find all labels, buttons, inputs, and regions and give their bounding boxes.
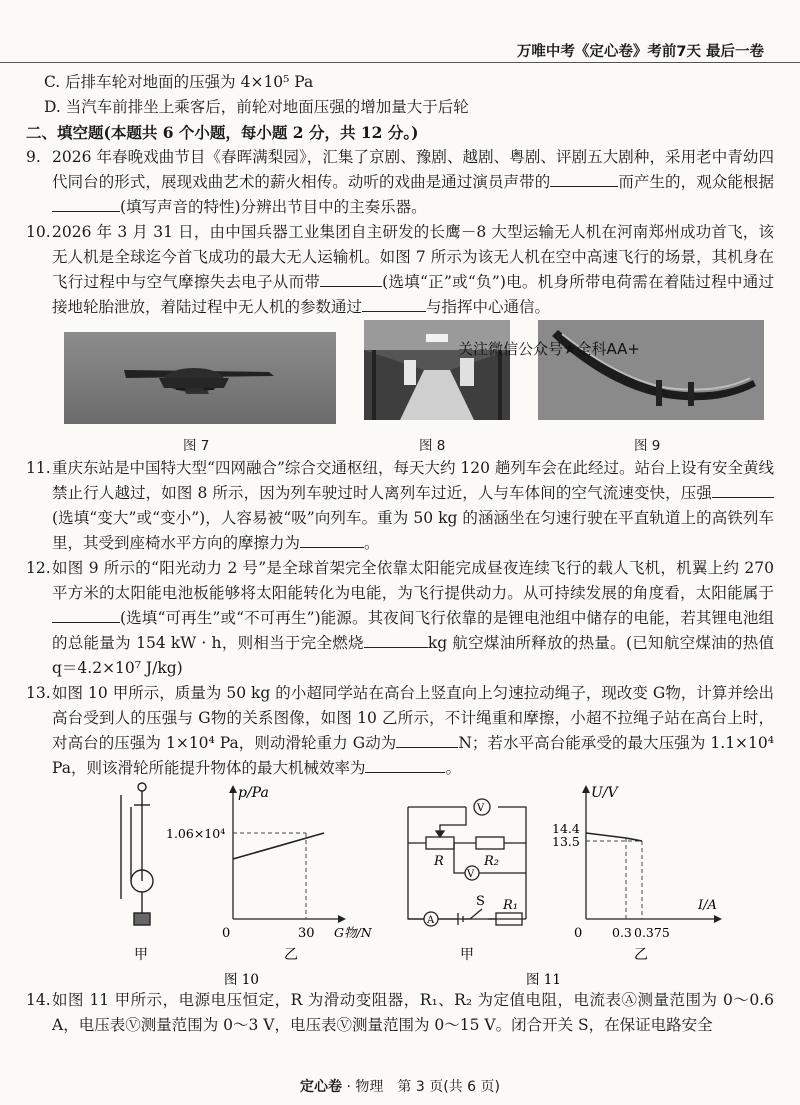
figure-10-graph [229,785,346,923]
figure-7-caption: 图 7 [183,438,210,454]
photo-row [26,320,774,430]
footer-brand: 定心卷 [300,1079,343,1095]
question-text: 如图 10 甲所示，质量为 50 kg 的小超同学站在高台上竖直向上匀速拉动绳子，现改变 G物，计算并绘出高台受到人的压强与 G物的关系图像，如图 10 乙所示，不计绳重和摩擦，小超不拉绳子站在高台上时，对高台的压强为 1×10⁴ Pa，则动滑轮重力 G动为 [52,684,774,752]
question-10 [26,220,774,320]
question-text: (选填“正”或“负”)电。机身所带电荷需在着陆过程中通过接地轮胎泄放，着陆过程中无人机的参数通过 [52,273,774,316]
figure-9-caption: 图 9 [634,438,661,454]
figure-10-xtick: 30 [298,926,315,941]
question-text: 重庆东站是中国特大型“四网融合”综合交通枢纽，每天大约 120 趟列车会在此经过。站台上设有安全黄线禁止行人越过，如图 8 所示，因为列车驶过时人离列车过近，人与车体间的空气流速变快，压强 [52,459,774,502]
figure-11-jia-label: 甲 [460,947,474,963]
question-text: 如图 11 甲所示，电源电压恒定，R 为滑动变阻器，R₁、R₂ 为定值电阻，电流表Ⓐ测量范围为 0～0.6 A，电压表Ⓥ测量范围为 0～3 V，电压表Ⓥ测量范围为 0～15 V。闭合开关 S，在保证电路安全 [52,991,774,1034]
question-text: 而产生的，观众能根据 [618,173,774,191]
rheostat-label: R [434,854,444,869]
question-text: 与指挥中心通信。 [426,298,551,316]
question-number: 10. [26,223,51,241]
question-11 [26,456,774,556]
question-text: 。 [445,759,461,777]
page-footer [0,1076,800,1096]
question-9 [26,145,774,220]
figure-9-solar-plane-photo [538,320,764,420]
answer-blank[interactable] [550,172,618,187]
answer-blank[interactable] [52,197,120,212]
graph-line [233,833,324,859]
section-title: 二、填空题(本题共 6 个小题，每小题 2 分，共 12 分。) [26,123,419,142]
question-text: 2026 年春晚戏曲节目《春晖满梨园》，汇集了京剧、豫剧、越剧、粤剧、评剧五大剧种，采用老中青幼四代同台的形式，展现戏曲艺术的薪火相传。动听的戏曲是通过演员声带的 [52,148,774,191]
question-text: (选填“可再生”或“不可再生”)能源。其夜间飞行依靠的是锂电池组中储存的电能，若其锂电池组的总能量为 154 kW · h，则相当于完全燃烧 [52,609,774,652]
figure-10-yi-label: 乙 [284,947,298,963]
answer-blank[interactable] [712,483,774,498]
footer-text: · 物理 第 3 页(共 6 页) [342,1079,500,1095]
figure-11-caption: 图 11 [526,972,561,988]
question-number: 12. [26,559,51,577]
question-text: 。 [364,534,380,552]
figure-11-ytick-2: 13.5 [552,834,580,849]
figure-11-origin: 0 [574,926,583,941]
caption-row [26,430,774,456]
figure-10-pulley [121,783,153,925]
r1-label: R₁ [503,898,518,913]
question-14 [26,988,774,1038]
page-header: 万唯中考《定心卷》考前7天 最后一卷 [516,44,764,60]
question-text: N；若水平高台能承受的最大压强为 1.1×10⁴ Pa，则该滑轮所能提升物体的最大机械效率为 [52,734,774,777]
question-text: (选填“变大”或“变小”)，人容易被“吸”向列车。重为 50 kg 的涵涵坐在匀速行驶在平直轨道上的高铁列车里，其受到座椅水平方向的摩擦力为 [52,509,774,552]
question-number: 13. [26,684,51,702]
figure-8-caption: 图 8 [419,438,446,454]
figure-10-origin: 0 [222,926,231,941]
question-text: (填写声音的特性)分辨出节目中的主奏乐器。 [120,198,427,216]
watermark: 关注微信公众号★全科AA+ [458,340,640,358]
question-number: 14. [26,991,51,1009]
answer-blank[interactable] [362,297,426,312]
figure-11-xlabel: I/A [698,898,717,913]
r2-label: R₂ [484,854,499,869]
answer-blank[interactable] [300,533,364,548]
answer-blank[interactable] [365,758,445,773]
figure-10-jia-label: 甲 [134,947,148,963]
figures-10-11 [26,781,774,988]
option-d: D. 当汽车前排坐上乘客后，前轮对地面压强的增加量大于后轮 [44,98,469,116]
answer-blank[interactable] [52,608,120,623]
figure-11-ytick-1: 14.4 [552,821,580,836]
question-12 [26,556,774,681]
figure-7-drone-photo [64,332,336,424]
figure-10-caption: 图 10 [224,972,259,988]
figure-11-xtick-1: 0.3 [612,925,632,940]
graph-line [586,833,626,838]
voltmeter-label: V [477,803,485,814]
page-content [26,70,774,1038]
figure-10-ylabel: p/Pa [238,785,269,801]
header-rule [0,62,800,63]
answer-blank[interactable] [364,633,428,648]
question-text: kg 航空煤油所释放的热量。(已知航空煤油的热值 q＝4.2×10⁷ J/kg) [52,634,774,677]
figure-11-xtick-2: 0.375 [634,925,670,940]
figure-11-ylabel: U/V [591,785,618,801]
figure-11-yi-label: 乙 [634,947,648,963]
question-text: 如图 9 所示的“阳光动力 2 号”是全球首架完全依靠太阳能完成昼夜连续飞行的载人飞机，机翼上约 270 平方米的太阳能电池板能够将太阳能转化为电能，为飞行提供动力。从可持续发展的角度看，太阳能属于 [52,559,774,602]
figure-10-ytick: 1.06×10⁴ [166,826,226,841]
ammeter-label: A [427,915,435,926]
answer-blank[interactable] [396,733,458,748]
voltmeter-label: V [467,869,475,880]
question-number: 11. [26,459,51,477]
question-text: 2026 年 3 月 31 日，由中国兵器工业集团自主研发的长鹰－8 大型运输无人机在河南郑州成功首飞，该无人机是全球迄今首飞成功的最大无人运输机。如图 7 所示为该无人机在空中高速飞行的场景，其机身在飞行过程中与空气摩擦失去电子从而带 [52,223,774,291]
figures-svg [26,781,774,988]
answer-blank[interactable] [320,272,382,287]
figure-8-station-photo [364,320,510,420]
question-13 [26,681,774,781]
question-number: 9. [26,148,41,166]
figure-10-xlabel: G物/N [334,925,372,940]
option-c: C. 后排车轮对地面的压强为 4×10⁵ Pa [44,73,314,91]
switch-label: S [476,894,485,909]
